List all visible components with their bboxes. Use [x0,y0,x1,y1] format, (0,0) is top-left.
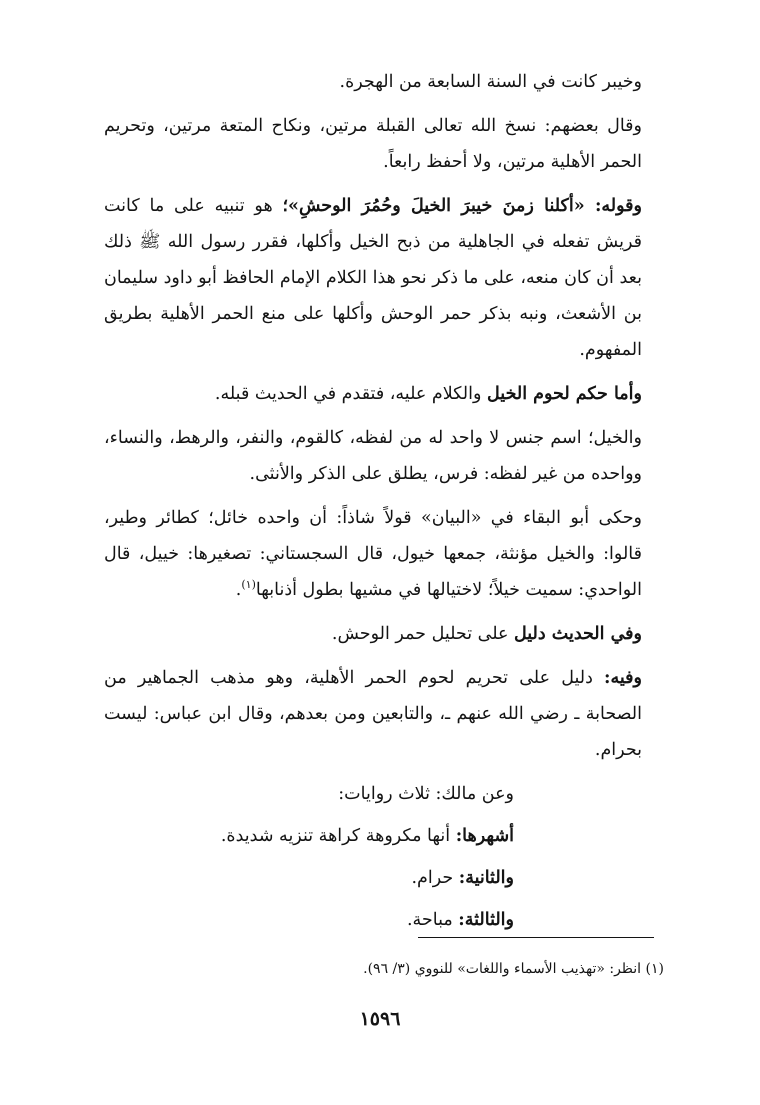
footnote [104,957,664,981]
list-item [104,818,664,854]
list-item-text: مباحة. [406,910,459,930]
list-item-label: والثالثة: [458,910,514,930]
list-item [104,902,664,938]
list-item-text: حرام. [411,868,459,888]
paragraph-lead: وفي الحديث دليل [514,624,642,644]
paragraph-body: والخيل؛ اسم جنس لا واحد له من لفظه، كالقوم، والنفر، والرهط، والنساء، وواحده من غير لفظه: فرس، يطلق على الذكر والأنثى. [104,428,642,484]
paragraph-body: وحكى أبو البقاء في «البيان» قولاً شاذاً: أن واحده خائل؛ كطائر وطير، قالوا: والخيل مؤنثة، جمعها خيول، قال السجستاني: تصغيرها: خييل، قال الواحدي: سميت خيلاً؛ لاختيالها في مشيها بطول أذنابها [104,508,642,600]
paragraph-lead: وفيه: [604,668,642,688]
paragraph-7 [104,616,664,652]
paragraph-body: دليل على تحريم لحوم الحمر الأهلية، وهو مذهب الجماهير من الصحابة ـ رضي الله عنهم ـ، والتابعين ومن بعدهم، وقال ابن عباس: ليست بحرام. [104,668,642,760]
paragraph-5 [104,420,664,492]
paragraph-lead: وقوله: «أكلنا زمنَ خيبرَ الخيلَ وحُمُرَ الوحشِ»؛ [282,196,642,216]
paragraph-body: وخيبر كانت في السنة السابعة من الهجرة. [339,72,642,92]
paragraph-1 [104,64,664,100]
paragraph-2 [104,108,664,180]
paragraph-body: وقال بعضهم: نسخ الله تعالى القبلة مرتين، ونكاح المتعة مرتين، وتحريم الحمر الأهلية مرتين، ولا أحفظ رابعاً. [104,116,642,172]
footnote-text: انظر: «تهذيب الأسماء واللغات» للنووي (٣/ ٩٦). [363,961,642,977]
list-intro: وعن مالك: ثلاث روايات: [338,784,514,804]
list-item-text: أنها مكروهة كراهة تنزيه شديدة. [220,826,456,846]
footnote-divider [418,937,654,938]
paragraph-lead: وأما حكم لحوم الخيل [487,384,642,404]
paragraph-8 [104,660,664,768]
main-text [104,64,664,944]
paragraph-3 [104,188,664,368]
footnote-number: (١) [645,961,664,977]
paragraph-tail: . [235,580,242,600]
list-item-label: والثانية: [458,868,514,888]
paragraph-body: والكلام عليه، فتقدم في الحديث قبله. [214,384,488,404]
list-item [104,860,664,896]
footnote-reference[interactable]: (١) [241,578,256,592]
page-number: ١٥٩٦ [359,1008,401,1030]
paragraph-body: على تحليل حمر الوحش. [331,624,515,644]
paragraph-body: هو تنبيه على ما كانت قريش تفعله في الجاهلية من ذبح الخيل وأكلها، فقرر رسول الله ﷺ ذلك بعد أن كان منعه، على ما ذكر نحو هذا الكلام الإمام الحافظ أبو داود سليمان بن الأشعث، ونبه بذكر حمر الوحش وأكلها على منع الحمر الأهلية بطريق المفهوم. [104,196,642,360]
list-item-label: أشهرها: [455,826,514,846]
paragraph-6 [104,500,664,608]
paragraph-4 [104,376,664,412]
